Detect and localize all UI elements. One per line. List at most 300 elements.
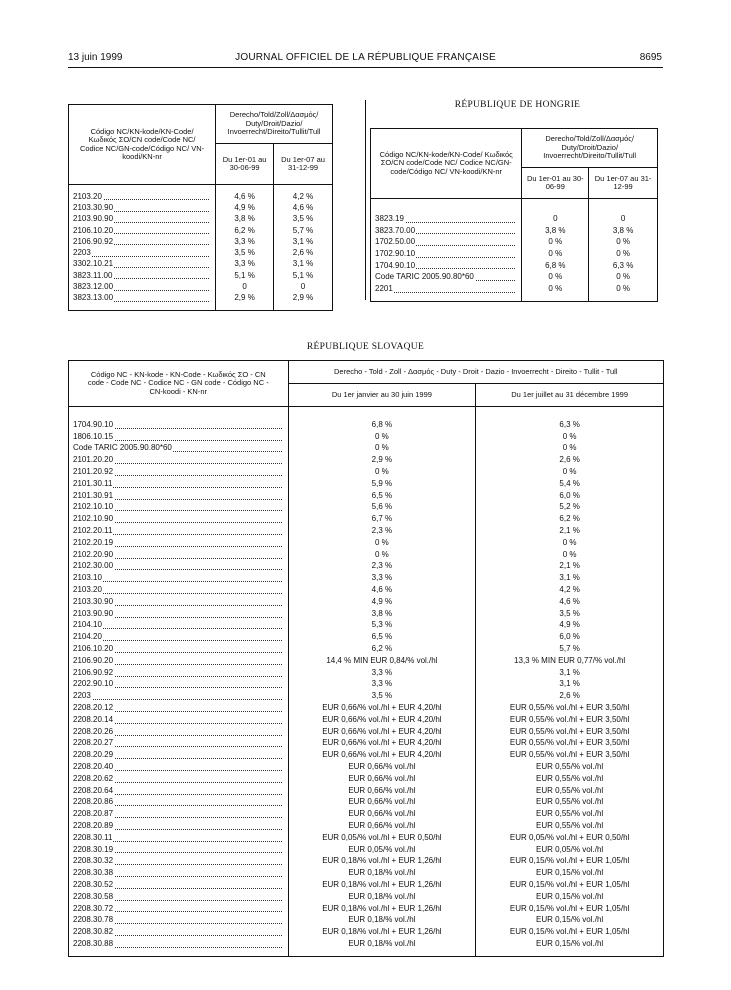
slovaquie-row: [69, 608, 664, 620]
slovaquie-code: 2208.30.82: [73, 927, 114, 937]
slovaquie-row: [69, 525, 664, 537]
hongrie-code: 1702.90.10: [375, 248, 416, 258]
slovaquie-code-cell: [69, 655, 289, 667]
slovaquie-code-cell: [69, 490, 289, 502]
slovaquie-code: 2208.20.64: [73, 785, 114, 795]
slovaquie-row: [69, 655, 664, 667]
slovaquie-table: [68, 360, 664, 957]
slovaquie-rate-period1: 6,7 %: [288, 513, 476, 525]
slovaquie-rate-period2: 2,6 %: [559, 455, 580, 465]
slovaquie-row: [69, 867, 664, 879]
slovaquie-code-cell: [69, 631, 289, 643]
slovaquie-row: [69, 702, 664, 714]
left-table-code: 2106.10.20: [73, 225, 114, 235]
slovaquie-col-period2-header: Du 1er juillet au 31 décembre 1999: [476, 384, 664, 407]
slovaquie-rate-period1: EUR 0,18/% vol./hl + EUR 1,26/hl: [288, 855, 476, 867]
slovaquie-rate-period2: EUR 0,55/% vol./hl + EUR 3,50/hl: [509, 703, 630, 713]
hongrie-rate-period1: 0 %: [522, 236, 589, 248]
left-table-rate-period2: 3,5 %: [292, 214, 314, 224]
slovaquie-code: 2208.30.19: [73, 844, 114, 854]
hongrie-rate-period1: 6,8 %: [522, 260, 589, 272]
hongrie-code-cell: [371, 271, 522, 283]
slovaquie-code: 2203: [73, 691, 91, 701]
hongrie-rate-period1: 0 %: [522, 248, 589, 260]
slovaquie-code-cell: [69, 466, 289, 478]
slovaquie-code-cell: [69, 855, 289, 867]
slovaquie-rate-period1: 0 %: [288, 443, 476, 455]
hongrie-col-code-header: Código NC/KN-kode/KN-Code/ Κωδικός ΣΟ/CN code/Code NC/ Codice NC/GN-code/Código NC/ VN-koodi/KN-nr: [371, 129, 522, 199]
column-separator: [365, 100, 366, 300]
slovaquie-code-cell: [69, 572, 289, 584]
slovaquie-code: 2106.10.20: [73, 644, 114, 654]
left-table-row: [69, 247, 333, 258]
slovaquie-row: [69, 478, 664, 490]
left-table-rate-period2: 3,1 %: [292, 236, 314, 246]
left-table-code: 2203: [73, 248, 91, 258]
hongrie-code-cell: [371, 248, 522, 260]
slovaquie-code-cell: [69, 785, 289, 797]
slovaquie-row: [69, 513, 664, 525]
hongrie-rate-period1: 0: [522, 213, 589, 225]
slovaquie-col-code-header: Código NC - KN-kode - KN-Code - Κωδικός ΣΟ - CN code - Code NC - Codice NC - GN code - Código NC - CN-koodi - KN-nr: [69, 361, 289, 407]
slovaquie-rate-period2: EUR 0,15/% vol./hl + EUR 1,05/hl: [509, 856, 630, 866]
page-number: 8695: [639, 52, 662, 63]
hongrie-row: [371, 225, 658, 237]
left-table-rate-period1: 3,8 %: [216, 214, 274, 225]
slovaquie-row: [69, 631, 664, 643]
journal-title: JOURNAL OFFICIEL DE LA RÉPUBLIQUE FRANÇAISE: [235, 52, 496, 63]
hongrie-row: [371, 213, 658, 225]
slovaquie-code-cell: [69, 620, 289, 632]
slovaquie-row: [69, 572, 664, 584]
slovaquie-row: [69, 596, 664, 608]
slovaquie-row: [69, 820, 664, 832]
left-table-code-cell: [69, 270, 216, 281]
slovaquie-row: [69, 431, 664, 443]
slovaquie-code: 2208.20.12: [73, 703, 114, 713]
slovaquie-code-cell: [69, 832, 289, 844]
slovaquie-rate-period1: 3,3 %: [288, 667, 476, 679]
left-table-rate-period1: 3,3 %: [216, 236, 274, 247]
slovaquie-rate-period1: 0 %: [288, 537, 476, 549]
slovaquie-code: 2102.10.10: [73, 502, 114, 512]
left-table-code-cell: [69, 247, 216, 258]
left-table-row: [69, 270, 333, 281]
slovaquie-code-cell: [69, 879, 289, 891]
col-rate-header: Derecho/Told/Zoll/Δασμός/ Duty/Droit/Dazio/ Invoerrecht/Direito/Tullit/Tull: [216, 105, 333, 144]
slovaquie-rate-period1: 3,8 %: [288, 608, 476, 620]
slovaquie-row: [69, 903, 664, 915]
slovaquie-rate-period2: 0 %: [562, 467, 577, 477]
slovaquie-code-cell: [69, 844, 289, 856]
slovaquie-code-cell: [69, 773, 289, 785]
slovaquie-code: 2101.30.11: [73, 478, 113, 488]
slovaquie-code-cell: [69, 419, 289, 431]
slovaquie-code-cell: [69, 454, 289, 466]
left-table-rate-period1: 2,9 %: [216, 293, 274, 304]
left-table-rate-period1: 3,5 %: [216, 247, 274, 258]
hongrie-rate-period2: 0: [620, 213, 626, 223]
hongrie-code: 3823.70.00: [375, 225, 416, 235]
slovaquie-rate-period2: 6,3 %: [559, 419, 580, 429]
left-table-code: 2103.90.90: [73, 214, 114, 224]
slovaquie-code: 2104.10: [73, 620, 102, 630]
slovaquie-code-cell: [69, 608, 289, 620]
hongrie-rate-period2: 0 %: [616, 283, 630, 293]
slovaquie-row: [69, 844, 664, 856]
slovaquie-row: [69, 490, 664, 502]
slovaquie-rate-period2: EUR 0,55/% vol./hl: [536, 762, 604, 771]
slovaquie-code: 2208.30.32: [73, 856, 114, 866]
slovaquie-code-cell: [69, 596, 289, 608]
slovaquie-rate-period2: EUR 0,55/% vol./hl + EUR 3,50/hl: [509, 714, 630, 724]
hongrie-rate-period1: 3,8 %: [522, 225, 589, 237]
left-table-rate-period1: 3,3 %: [216, 259, 274, 270]
slovaquie-rate-period2: EUR 0,55/% vol./hl: [536, 773, 604, 783]
slovaquie-rate-period1: 6,2 %: [288, 643, 476, 655]
slovaquie-rate-period2: 6,0 %: [559, 490, 580, 500]
slovaquie-row: [69, 808, 664, 820]
slovaquie-rate-period1: EUR 0,66/% vol./hl + EUR 4,20/hl: [288, 714, 476, 726]
page-date: 13 juin 1999: [68, 52, 123, 63]
slovaquie-row: [69, 549, 664, 561]
hongrie-rate-period1: 0 %: [522, 283, 589, 295]
left-table-code-cell: [69, 225, 216, 236]
left-table-row: [69, 293, 333, 304]
slovaquie-rate-period1: 2,9 %: [288, 454, 476, 466]
slovaquie-row: [69, 419, 664, 431]
slovaquie-rate-period2: EUR 0,55/% vol./hl: [536, 797, 604, 807]
slovaquie-rate-period1: EUR 0,18/% vol./hl + EUR 1,26/hl: [288, 879, 476, 891]
slovaquie-rate-period1: 2,3 %: [288, 561, 476, 573]
slovaquie-row: [69, 679, 664, 691]
section-title-slovaquie: RÉPUBLIQUE SLOVAQUE: [306, 342, 425, 352]
slovaquie-rate-period2: EUR 0,15/% vol./hl: [536, 868, 604, 878]
header-rule: [68, 67, 663, 68]
slovaquie-row: [69, 537, 664, 549]
hongrie-code: Code TARIC 2005.90.80*60: [375, 272, 474, 282]
slovaquie-rate-period2: 5,7 %: [559, 644, 580, 654]
slovaquie-rate-period2: 6,0 %: [559, 632, 580, 642]
left-table-code: 2103.20: [73, 191, 102, 201]
slovaquie-row: [69, 466, 664, 478]
hongrie-table: [370, 128, 658, 302]
slovaquie-code: 2208.20.87: [73, 809, 114, 819]
slovaquie-rate-period2: 2,1 %: [559, 526, 580, 536]
slovaquie-row: [69, 667, 664, 679]
slovaquie-rate-period2: 3,1 %: [559, 667, 580, 677]
slovaquie-rate-period1: EUR 0,66/% vol./hl: [288, 761, 476, 773]
left-table-row: [69, 225, 333, 236]
slovaquie-code: 2101.20.92: [73, 467, 114, 477]
slovaquie-code: 2102.20.90: [73, 549, 114, 559]
slovaquie-rate-period1: 14,4 % MIN EUR 0,84/% vol./hl: [288, 655, 476, 667]
slovaquie-code: 2208.20.86: [73, 797, 114, 807]
col-code-header: Código NC/KN-kode/KN-Code/ Κωδικός ΣΟ/CN code/Code NC/ Codice NC/GN-code/Código NC/ VN-koodi/KN-nr: [69, 105, 216, 185]
left-table-code: 2103.30.90: [73, 202, 114, 212]
slovaquie-code-cell: [69, 478, 289, 490]
slovaquie-code: 2208.30.11: [73, 832, 113, 842]
hongrie-code-cell: [371, 213, 522, 225]
slovaquie-row: [69, 620, 664, 632]
slovaquie-code: 2102.30.00: [73, 561, 114, 571]
slovaquie-rate-period2: EUR 0,05/% vol./hl: [536, 844, 604, 854]
slovaquie-row: [69, 879, 664, 891]
left-table-rate-period1: 5,1 %: [216, 270, 274, 281]
left-table-code-cell: [69, 259, 216, 270]
slovaquie-code: 2208.20.89: [73, 820, 114, 830]
slovaquie-rate-period2: 13,3 % MIN EUR 0,77/% vol./hl: [514, 655, 626, 665]
hongrie-rate-period2: 0 %: [616, 237, 630, 247]
slovaquie-code-cell: [69, 513, 289, 525]
slovaquie-code-cell: [69, 679, 289, 691]
left-table-rate-period2: 4,6 %: [292, 202, 314, 212]
slovaquie-code: 2208.20.40: [73, 762, 114, 771]
slovaquie-code: Code TARIC 2005.90.80*60: [73, 443, 172, 453]
slovaquie-rate-period1: 0 %: [288, 549, 476, 561]
slovaquie-rate-period2: EUR 0,05/% vol./hl + EUR 0,50/hl: [509, 832, 630, 842]
slovaquie-code: 2208.20.26: [73, 726, 114, 736]
slovaquie-code: 2208.20.14: [73, 714, 114, 724]
slovaquie-rate-period2: 2,1 %: [559, 561, 580, 571]
slovaquie-rate-period2: 3,1 %: [559, 679, 580, 689]
slovaquie-row: [69, 643, 664, 655]
left-table-row: [69, 202, 333, 213]
left-table-rate-period2: 3,1 %: [292, 259, 314, 269]
slovaquie-code-cell: [69, 891, 289, 903]
slovaquie-rate-period1: EUR 0,66/% vol./hl + EUR 4,20/hl: [288, 726, 476, 738]
slovaquie-rate-period2: EUR 0,55/% vol./hl: [536, 809, 604, 819]
hongrie-code-cell: [371, 225, 522, 237]
slovaquie-rate-period1: 3,3 %: [288, 679, 476, 691]
slovaquie-code: 2103.90.90: [73, 608, 114, 618]
slovaquie-rate-period2: EUR 0,15/% vol./hl + EUR 1,05/hl: [509, 879, 630, 889]
slovaquie-rate-period2: EUR 0,15/% vol./hl: [536, 938, 604, 948]
hongrie-code: 1704.90.10: [375, 260, 416, 270]
slovaquie-code: 2101.20.20: [73, 455, 114, 465]
hongrie-code-cell: [371, 236, 522, 248]
left-table-code-cell: [69, 191, 216, 202]
slovaquie-rate-period2: 5,2 %: [559, 502, 580, 512]
left-table-row: [69, 214, 333, 225]
left-table-code: 3823.12.00: [73, 282, 114, 292]
slovaquie-rate-period1: EUR 0,18/% vol./hl: [288, 938, 476, 950]
slovaquie-code-cell: [69, 431, 289, 443]
left-table-row: [69, 191, 333, 202]
slovaquie-code: 2202.90.10: [73, 679, 114, 689]
slovaquie-code-cell: [69, 738, 289, 750]
slovaquie-rate-period2: EUR 0,15/% vol./hl: [536, 915, 604, 925]
left-table-code: 3823.11.00: [73, 270, 113, 280]
slovaquie-code-cell: [69, 761, 289, 773]
slovaquie-code-cell: [69, 561, 289, 573]
slovaquie-col-period1-header: Du 1er janvier au 30 juin 1999: [288, 384, 476, 407]
slovaquie-rate-period2: 6,2 %: [559, 514, 580, 524]
col-period2-header: Du 1er-07 au 31-12-99: [274, 144, 333, 185]
left-table-code: 3302.10.21: [73, 259, 114, 269]
slovaquie-code-cell: [69, 537, 289, 549]
slovaquie-code: 2208.30.78: [73, 915, 114, 925]
slovaquie-row: [69, 785, 664, 797]
left-table-rate-period2: 5,7 %: [292, 225, 314, 235]
slovaquie-rate-period1: 6,5 %: [288, 490, 476, 502]
hongrie-code: 3823.19: [375, 213, 404, 223]
slovaquie-rate-period2: EUR 0,55/% vol./hl + EUR 3,50/hl: [509, 726, 630, 736]
section-title-hongrie: RÉPUBLIQUE DE HONGRIE: [454, 100, 581, 110]
slovaquie-row: [69, 832, 664, 844]
slovaquie-row: [69, 891, 664, 903]
slovaquie-row: [69, 761, 664, 773]
left-table-code-cell: [69, 281, 216, 292]
hongrie-row: [371, 283, 658, 295]
slovaquie-code-cell: [69, 938, 289, 950]
left-table-rate-period2: 2,9 %: [292, 293, 314, 303]
left-table-row: [69, 281, 333, 292]
left-table-row: [69, 259, 333, 270]
slovaquie-code: 2208.30.38: [73, 868, 114, 878]
slovaquie-row: [69, 502, 664, 514]
left-table-code-cell: [69, 236, 216, 247]
left-table-code-cell: [69, 202, 216, 213]
slovaquie-row: [69, 855, 664, 867]
slovaquie-rate-period1: EUR 0,05/% vol./hl: [288, 844, 476, 856]
slovaquie-code: 2103.20: [73, 585, 102, 595]
slovaquie-row: [69, 738, 664, 750]
slovaquie-row: [69, 454, 664, 466]
slovaquie-code-cell: [69, 914, 289, 926]
slovaquie-rate-period2: 4,6 %: [559, 596, 580, 606]
slovaquie-rate-period2: 0 %: [562, 443, 577, 453]
slovaquie-rate-period1: EUR 0,66/% vol./hl: [288, 785, 476, 797]
slovaquie-rate-period1: 3,5 %: [288, 690, 476, 702]
hongrie-row: [371, 248, 658, 260]
slovaquie-rate-period1: EUR 0,66/% vol./hl: [288, 808, 476, 820]
slovaquie-rate-period1: EUR 0,18/% vol./hl: [288, 891, 476, 903]
slovaquie-code: 2208.30.72: [73, 903, 114, 913]
slovaquie-code: 2104.20: [73, 632, 102, 642]
slovaquie-row: [69, 714, 664, 726]
slovaquie-rate-period2: EUR 0,15/% vol./hl + EUR 1,05/hl: [509, 927, 630, 937]
left-table-code-cell: [69, 293, 216, 304]
slovaquie-code-cell: [69, 808, 289, 820]
slovaquie-rate-period1: 2,3 %: [288, 525, 476, 537]
hongrie-rate-period1: 0 %: [522, 271, 589, 283]
slovaquie-rate-period1: 5,9 %: [288, 478, 476, 490]
slovaquie-code-cell: [69, 549, 289, 561]
slovaquie-code-cell: [69, 903, 289, 915]
left-table-rate-period2: 4,2 %: [292, 191, 314, 201]
left-table-rate-period1: 0: [216, 281, 274, 292]
left-table-code: 3823.13.00: [73, 293, 114, 303]
slovaquie-row: [69, 584, 664, 596]
hongrie-row: [371, 260, 658, 272]
slovaquie-code: 2208.20.29: [73, 750, 114, 760]
slovaquie-row: [69, 938, 664, 950]
slovaquie-row: [69, 690, 664, 702]
slovaquie-rate-period2: EUR 0,55/% vol./hl: [536, 820, 604, 830]
slovaquie-code-cell: [69, 714, 289, 726]
slovaquie-rate-period1: 4,6 %: [288, 584, 476, 596]
slovaquie-rate-period1: 5,3 %: [288, 620, 476, 632]
slovaquie-row: [69, 561, 664, 573]
hongrie-row: [371, 271, 658, 283]
slovaquie-rate-period1: 0 %: [288, 466, 476, 478]
slovaquie-rate-period2: EUR 0,55/% vol./hl: [536, 785, 604, 795]
slovaquie-col-rate-header: Derecho - Told - Zoll - Δασμός - Duty - Droit - Dazio - Invoerrecht - Direito - Tullit - Tull: [288, 361, 663, 384]
left-table-rate-period1: 4,9 %: [216, 202, 274, 213]
slovaquie-rate-period1: EUR 0,66/% vol./hl + EUR 4,20/hl: [288, 738, 476, 750]
slovaquie-row: [69, 749, 664, 761]
slovaquie-rate-period1: EUR 0,18/% vol./hl: [288, 867, 476, 879]
slovaquie-code: 2208.30.88: [73, 938, 114, 948]
left-table-rate-period1: 6,2 %: [216, 225, 274, 236]
slovaquie-code: 2101.30.91: [73, 490, 114, 500]
slovaquie-rate-period1: EUR 0,18/% vol./hl + EUR 1,26/hl: [288, 926, 476, 938]
hongrie-row: [371, 236, 658, 248]
hongrie-col-period1-header: Du 1er-01 au 30-06-99: [522, 168, 589, 199]
slovaquie-code-cell: [69, 690, 289, 702]
slovaquie-rate-period2: 3,5 %: [559, 608, 580, 618]
hongrie-col-rate-header: Derecho/Told/Zoll/Δασμός/ Duty/Droit/Dazio/ Invoerrecht/Direito/Tullit/Tull: [522, 129, 658, 168]
slovaquie-code: 2106.90.92: [73, 667, 114, 677]
slovaquie-rate-period2: EUR 0,15/% vol./hl: [536, 891, 604, 901]
slovaquie-rate-period2: EUR 0,55/% vol./hl + EUR 3,50/hl: [509, 738, 630, 748]
left-table-rate-period2: 2,6 %: [292, 248, 314, 258]
hongrie-code-cell: [371, 283, 522, 295]
slovaquie-rate-period2: 0 %: [562, 549, 577, 559]
slovaquie-rate-period2: EUR 0,55/% vol./hl + EUR 3,50/hl: [509, 750, 630, 760]
left-table-rate-period2: 0: [300, 282, 306, 292]
slovaquie-code-cell: [69, 797, 289, 809]
slovaquie-code: 2102.20.11: [73, 526, 113, 536]
slovaquie-code-cell: [69, 926, 289, 938]
slovaquie-code: 2102.20.19: [73, 537, 114, 547]
slovaquie-rate-period1: EUR 0,18/% vol./hl + EUR 1,26/hl: [288, 903, 476, 915]
slovaquie-code: 2102.10.90: [73, 514, 114, 524]
slovaquie-rate-period1: EUR 0,66/% vol./hl: [288, 820, 476, 832]
left-table-rate-period1: 4,6 %: [216, 191, 274, 202]
slovaquie-code-cell: [69, 820, 289, 832]
hongrie-rate-period2: 0 %: [616, 272, 630, 282]
hongrie-rate-period2: 6,3 %: [612, 260, 634, 270]
slovaquie-rate-period2: 5,4 %: [559, 478, 580, 488]
hongrie-col-period2-header: Du 1er-07 au 31-12-99: [589, 168, 658, 199]
slovaquie-rate-period1: EUR 0,66/% vol./hl + EUR 4,20/hl: [288, 702, 476, 714]
slovaquie-rate-period1: EUR 0,66/% vol./hl + EUR 4,20/hl: [288, 749, 476, 761]
slovaquie-rate-period1: EUR 0,66/% vol./hl: [288, 773, 476, 785]
slovaquie-code-cell: [69, 443, 289, 455]
tariff-table-continued: [68, 104, 333, 311]
left-table-code: 2106.90.92: [73, 236, 114, 246]
hongrie-code-cell: [371, 260, 522, 272]
left-table-rate-period2: 5,1 %: [292, 270, 314, 280]
slovaquie-rate-period2: 0 %: [562, 537, 577, 547]
slovaquie-rate-period1: 0 %: [288, 431, 476, 443]
slovaquie-code-cell: [69, 502, 289, 514]
slovaquie-row: [69, 914, 664, 926]
slovaquie-row: [69, 773, 664, 785]
slovaquie-rate-period2: 4,9 %: [559, 620, 580, 630]
slovaquie-code-cell: [69, 749, 289, 761]
slovaquie-code: 2208.20.62: [73, 773, 114, 783]
slovaquie-rate-period1: EUR 0,05/% vol./hl + EUR 0,50/hl: [288, 832, 476, 844]
hongrie-rate-period2: 3,8 %: [612, 225, 634, 235]
slovaquie-code-cell: [69, 584, 289, 596]
slovaquie-rate-period2: 0 %: [562, 431, 577, 441]
slovaquie-code-cell: [69, 643, 289, 655]
hongrie-rate-period2: 0 %: [616, 248, 630, 258]
slovaquie-rate-period2: 3,1 %: [559, 573, 580, 583]
